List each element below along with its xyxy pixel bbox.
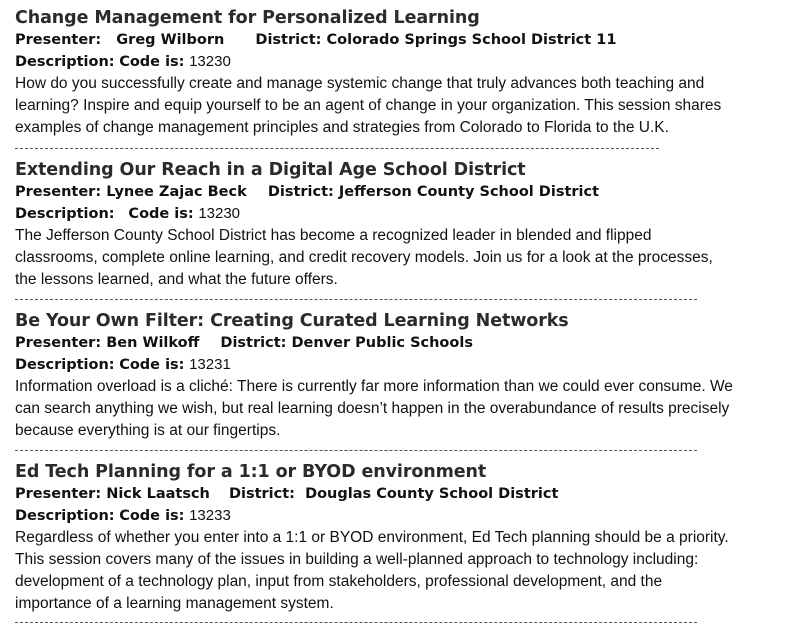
description-line: Description: Code is: 13233 [15, 507, 231, 524]
description-text-line: Regardless of whether you enter into a 1:1 or BYOD environment, Ed Tech planning should be a priority. [15, 529, 729, 546]
description-text-line: importance of a learning management system. [15, 595, 334, 612]
district-label: District: [255, 32, 322, 48]
description-text-line: because everything is at our fingertips. [15, 422, 281, 439]
session-description [15, 376, 787, 442]
section-divider [15, 450, 697, 451]
code-label: Code is [119, 54, 179, 70]
description-label: Description: [15, 206, 115, 222]
description-text-line: Information overload is a cliché: There is currently far more information than we could ever consume. We [15, 378, 733, 395]
description-text-line: can search anything we wish, but real learning doesn’t happen in the overabundance of results precisely [15, 400, 730, 417]
session-title: Be Your Own Filter: Creating Curated Learning Networks [15, 311, 569, 331]
session-code: 13233 [189, 507, 231, 524]
district-name: Denver Public Schools [291, 335, 473, 351]
description-text-line: development of a technology plan, input from stakeholders, professional development, and the [15, 573, 663, 590]
session-1 [15, 7, 795, 139]
district-name: Colorado Springs School District 11 [326, 32, 617, 48]
description-label: Description: [15, 357, 115, 373]
section-divider [15, 622, 697, 623]
presenter-label: Presenter: [15, 184, 102, 200]
session-description [15, 73, 787, 139]
description-text-line: examples of change management principles and strategies from Colorado to Florida to the U.K. [15, 119, 669, 136]
session-code: 13231 [189, 356, 231, 373]
session-2 [15, 159, 795, 291]
session-description [15, 225, 787, 291]
code-label: Code is [119, 508, 179, 524]
session-code: 13230 [198, 205, 241, 222]
district-label: District: [267, 184, 334, 200]
session-title: Extending Our Reach in a Digital Age School District [15, 160, 526, 180]
session-description [15, 527, 787, 615]
district-label: District: [220, 335, 287, 351]
district-name: Douglas County School District [305, 486, 559, 502]
section-divider [15, 299, 697, 300]
description-label: Description: [15, 508, 115, 524]
session-code: 13230 [189, 53, 231, 70]
presenter-name: Greg Wilborn [116, 32, 225, 48]
session-title: Change Management for Personalized Learning [15, 8, 480, 28]
description-text-line: This session covers many of the issues in building a well-planned approach to technology including: [15, 551, 699, 568]
session-meta [15, 29, 795, 51]
description-label: Description: [15, 54, 115, 70]
code-label: Code is [119, 357, 179, 373]
section-divider [15, 148, 659, 149]
district-label: District: [228, 486, 295, 502]
presenter-name: Lynee Zajac Beck [106, 184, 247, 200]
description-line: Description: Code is: 13230 [15, 53, 231, 70]
presenter-label: Presenter: [15, 335, 102, 351]
session-meta [15, 483, 795, 505]
presenter-name: Ben Wilkoff [106, 335, 200, 351]
session-title: Ed Tech Planning for a 1:1 or BYOD environment [15, 462, 487, 482]
session-meta [15, 181, 795, 203]
presenter-name: Nick Laatsch [106, 486, 210, 502]
description-text-line: the lessons learned, and what the future offers. [15, 271, 338, 288]
description-line: Description: Code is: 13230 [15, 205, 241, 222]
description-text-line: The Jefferson County School District has become a recognized leader in blended and flipped [15, 227, 652, 244]
description-line: Description: Code is: 13231 [15, 356, 231, 373]
presenter-label: Presenter: [15, 32, 102, 48]
session-meta [15, 332, 795, 354]
presenter-label: Presenter: [15, 486, 102, 502]
description-text-line: learning? Inspire and equip yourself to be an agent of change in your organization. This session shares [15, 97, 722, 114]
session-4 [15, 461, 795, 615]
session-3 [15, 310, 795, 442]
description-text-line: classrooms, complete online learning, and credit recovery models. Join us for a look at the processes, [15, 249, 713, 266]
district-name: Jefferson County School District [338, 184, 600, 200]
code-label: Code is [128, 206, 188, 222]
description-text-line: How do you successfully create and manage systemic change that truly advances both teaching and [15, 75, 705, 92]
